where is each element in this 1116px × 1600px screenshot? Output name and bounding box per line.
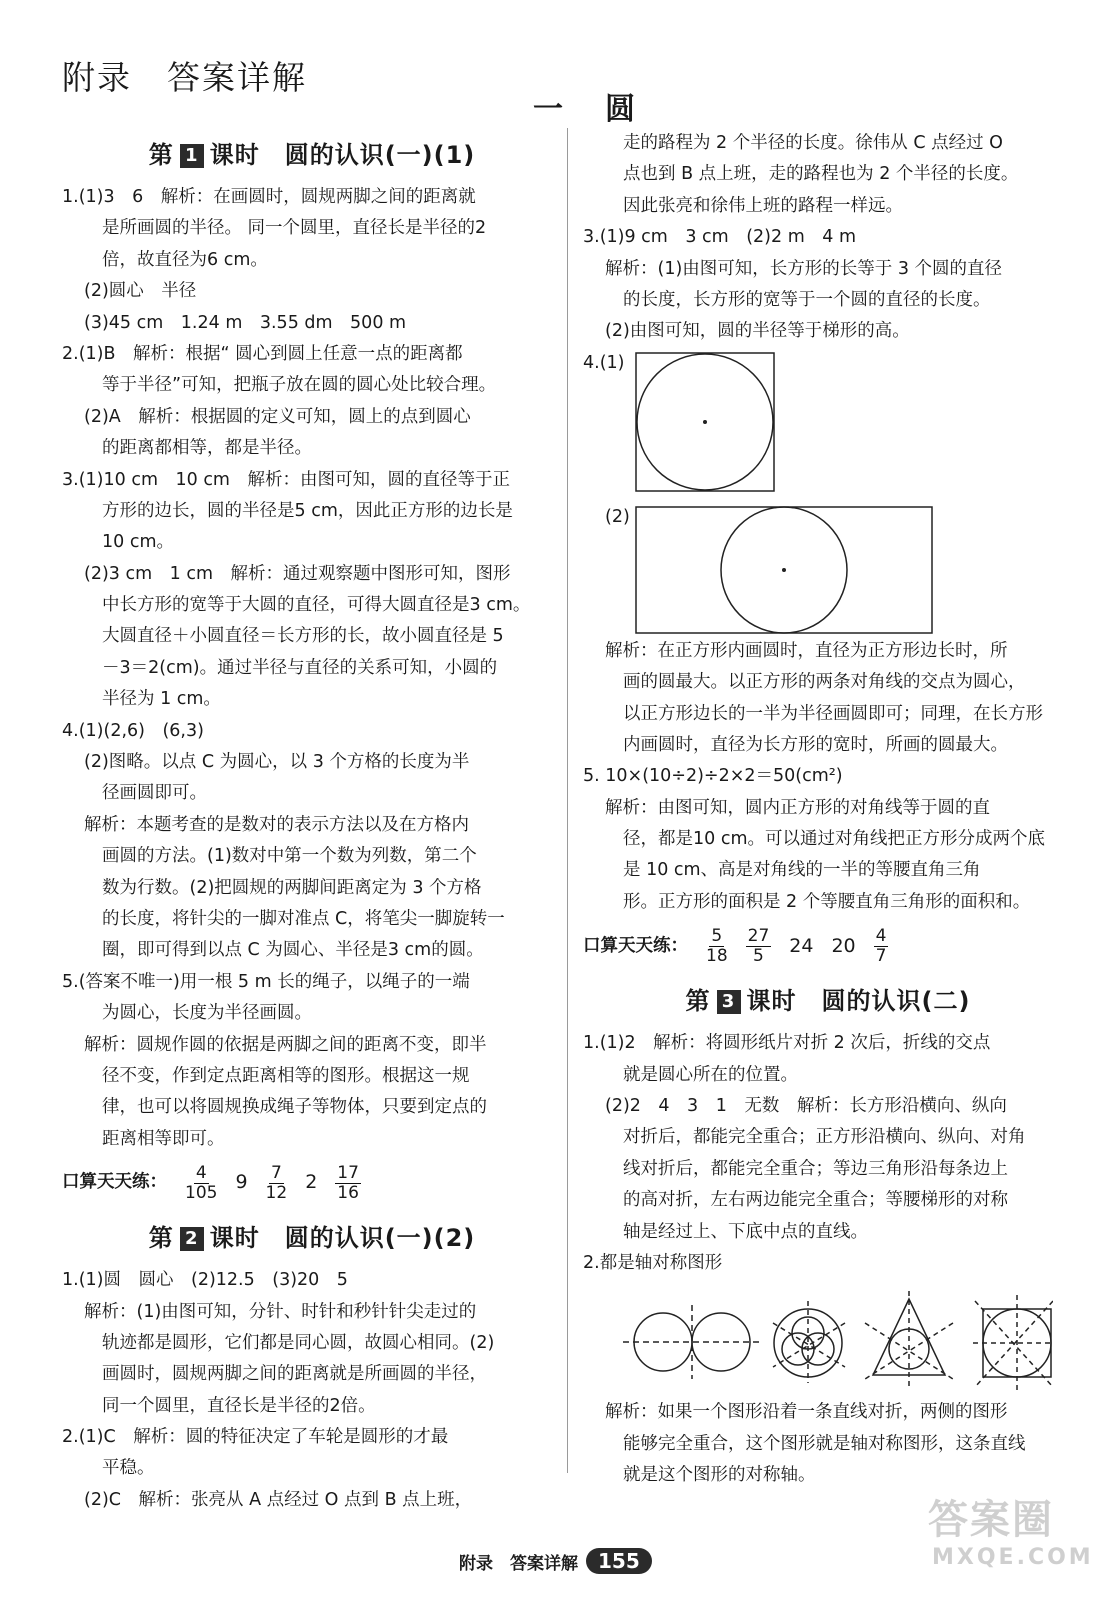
fraction	[746, 927, 772, 966]
answer-line: 距离相等即可。	[102, 1128, 225, 1149]
answer-line: 3.(1)9 cm 3 cm (2)2 m 4 m	[583, 227, 856, 248]
answer-line: 解析：本题考查的是数对的表示方法以及在方格内	[84, 814, 469, 835]
fraction	[874, 927, 889, 966]
answer-line: 是 10 cm、高是对角线的一半的等腰直角三角	[623, 860, 981, 881]
answer-line: (2)由图可知，圆的半径等于梯形的高。	[605, 321, 910, 342]
oral-label: 口算天天练：	[62, 1172, 167, 1193]
fraction	[266, 1164, 288, 1203]
lesson-prefix: 第	[685, 987, 711, 1016]
lesson-title-2	[62, 1211, 562, 1265]
answer-line: 解析：如果一个图形沿着一条直线对折，两侧的图形	[605, 1402, 1008, 1423]
watermark	[928, 1488, 1108, 1588]
left-column	[62, 128, 562, 1516]
answer-line: 解析：(1)由图可知，分针、时针和秒针针尖走过的	[84, 1301, 477, 1322]
answer-line: 2.(1)C 解析：圆的特征决定了车轮是圆形的才最	[62, 1427, 449, 1448]
answer-line: 律，也可以将圆规换成绳子等物体，只要到定点的	[102, 1097, 487, 1118]
answer-line: (2)圆心 半径	[84, 281, 197, 302]
denominator: 18	[706, 945, 728, 966]
answer-line: 走的路程为 2 个半径的长度。徐伟从 C 点经过 O	[623, 133, 1003, 153]
answer-line: (2)C 解析：张亮从 A 点经过 O 点到 B 点上班，	[84, 1489, 473, 1510]
answer-line: 内画圆时，直径为长方形的宽时，所画的圆最大。	[623, 734, 1008, 755]
lesson-name: 课时 圆的认识(一)(1)	[209, 141, 476, 169]
answer-line: 对折后，都能完全重合；正方形沿横向、纵向、对角	[623, 1127, 1026, 1148]
lesson-name: 课时 圆的认识(二)	[746, 987, 971, 1016]
three-circles-figure	[773, 1301, 845, 1383]
answer-line: 能够完全重合，这个图形就是轴对称图形，这条直线	[623, 1433, 1026, 1454]
lesson-name: 课时 圆的认识(一)(2)	[209, 1224, 476, 1253]
oral-value: 24	[789, 934, 814, 957]
answer-line: 的距离都相等，都是半径。	[102, 438, 312, 459]
footer-label: 附录 答案详解	[459, 1553, 578, 1574]
answer-line: 1.(1)2 解析：将圆形纸片对折 2 次后，折线的交点	[583, 1033, 991, 1054]
answer-line: 画圆时，圆规两脚之间的距离就是所画圆的半径，	[102, 1364, 487, 1385]
right-column	[583, 128, 1073, 1492]
answer-line: 点也到 B 点上班，走的路程也为 2 个半径的长度。	[623, 164, 1019, 185]
answer-line: 的长度，将针尖的一脚对准点 C，将笔尖一脚旋转一	[102, 908, 505, 929]
oral-value: 2	[305, 1171, 318, 1194]
answer-line: －3＝2(cm)。通过半径与直径的关系可知，小圆的	[102, 657, 498, 678]
answer-line: 方形的边长，圆的半径是5 cm，因此正方形的边长是	[102, 500, 513, 521]
answer-line: 大圆直径＋小圆直径＝长方形的长，故小圆直径是 5	[102, 626, 504, 647]
answer-line: 就是这个图形的对称轴。	[623, 1465, 816, 1486]
answer-line: 就是圆心所在的位置。	[623, 1064, 798, 1085]
numerator: 7	[270, 1162, 282, 1183]
denominator: 12	[265, 1182, 288, 1203]
answer-line: 数为行数。(2)把圆规的两脚间距离定为 3 个方格	[102, 877, 482, 898]
answer-line: 解析：由图可知，圆内正方形的对角线等于圆的直	[605, 797, 990, 818]
answer-line: 圈，即可得到以点 C 为圆心、半径是3 cm的圆。	[102, 940, 484, 961]
answer-line: (2)2 4 3 1 无数 解析：长方形沿横向、纵向	[605, 1096, 1007, 1117]
square-circle-figure	[973, 1295, 1053, 1391]
answer-line: 的高对折，左右两边能完全重合；等腰梯形的对称	[623, 1190, 1008, 1211]
answer-line: 解析：圆规作圆的依据是两脚之间的距离不变，即半	[84, 1034, 487, 1055]
answer-line: 同一个圆里，直径长是半径的2倍。	[102, 1395, 376, 1416]
answer-line: 倍，故直径为6 cm。	[102, 249, 268, 270]
answer-line: 解析：在正方形内画圆时，直径为正方形边长时，所	[605, 640, 1008, 661]
answer-line: 2.都是轴对称图形	[583, 1252, 723, 1273]
column-divider	[567, 128, 568, 1473]
q4-part1	[583, 348, 1073, 498]
answer-line: 3.(1)10 cm 10 cm 解析：由图可知，圆的直径等于正	[62, 469, 510, 490]
fraction	[335, 1164, 361, 1203]
numerator: 4	[875, 925, 887, 946]
center-dot	[782, 568, 786, 572]
answer-line: 形。正方形的面积是 2 个等腰直角三角形的面积和。	[623, 891, 1031, 912]
lesson-title-3	[583, 974, 1073, 1028]
center-dot	[703, 420, 707, 424]
lesson-prefix: 第	[148, 141, 174, 169]
fraction	[185, 1164, 217, 1203]
q4-part2	[583, 502, 1073, 636]
denominator: 5	[753, 945, 764, 966]
answer-line: 2.(1)B 解析：根据“ 圆心到圆上任意一点的距离都	[62, 343, 463, 364]
fraction	[706, 927, 728, 966]
answer-line: 画圆的方法。(1)数对中第一个数为列数，第二个	[102, 846, 477, 867]
answer-line: 为圆心，长度为半径画圆。	[102, 1003, 312, 1024]
q4-label: 4.(1)	[583, 352, 625, 373]
answer-line: (2)A 解析：根据圆的定义可知，圆上的点到圆心	[84, 406, 471, 427]
numerator: 4	[195, 1162, 207, 1183]
lesson-number: 1	[180, 144, 204, 168]
page-footer	[459, 1548, 652, 1574]
two-circles-figure	[623, 1305, 761, 1379]
answer-line: 画的圆最大。以正方形的两条对角线的交点为圆心，	[623, 672, 1026, 693]
lesson-title-1	[62, 128, 562, 182]
numerator: 17	[337, 1162, 359, 1183]
symmetry-figures	[583, 1287, 1053, 1397]
answer-line: 的长度，长方形的宽等于一个圆的直径的长度。	[623, 289, 991, 310]
answer-line: 等于半径”可知，把瓶子放在圆的圆心处比较合理。	[102, 375, 497, 396]
answer-line: 轨迹都是圆形，它们都是同心圆，故圆心相同。(2)	[102, 1332, 495, 1353]
answer-line: 径画圆即可。	[102, 783, 207, 804]
answer-line: 5. 10×(10÷2)÷2×2＝50(cm²)	[583, 766, 843, 787]
answer-line: 1.(1)圆 圆心 (2)12.5 (3)20 5	[62, 1270, 348, 1291]
oral-value: 9	[235, 1171, 248, 1194]
answer-line: 因此张亮和徐伟上班的路程一样远。	[623, 195, 903, 216]
page-number: 155	[586, 1548, 652, 1574]
q4-label: (2)	[605, 506, 630, 527]
answer-line: 10 cm。	[102, 532, 174, 553]
square-with-circle-figure	[635, 352, 777, 494]
rectangle-with-circle-figure	[635, 506, 935, 636]
numerator: 5	[711, 925, 723, 946]
denominator: 105	[185, 1182, 218, 1203]
axis-line	[975, 1301, 1053, 1387]
answer-line: 以正方形边长的一半为半径画圆即可；同理，在长方形	[623, 703, 1043, 724]
answer-line: 是所画圆的半径。 同一个圆里，直径长是半径的2	[102, 218, 487, 239]
page-header: 附录 答案详解	[62, 58, 307, 97]
answer-line: 径，都是10 cm。可以通过对角线把正方形分成两个底	[623, 829, 1045, 850]
lesson-number: 2	[180, 1227, 204, 1251]
answer-line: 半径为 1 cm。	[102, 689, 221, 710]
circle-right	[692, 1313, 750, 1371]
oral-practice-2	[583, 918, 1073, 974]
answer-line: 4.(1)(2,6) (6,3)	[62, 720, 204, 741]
lesson-number: 3	[717, 990, 741, 1014]
answer-line: (3)45 cm 1.24 m 3.55 dm 500 m	[84, 312, 407, 333]
answer-line: 中长方形的宽等于大圆的直径，可得大圆直径是3 cm。	[102, 595, 531, 616]
oral-label: 口算天天练：	[583, 935, 688, 956]
answer-line: 轴是经过上、下底中点的直线。	[623, 1221, 868, 1242]
answer-line: 解析：(1)由图可知，长方形的长等于 3 个圆的直径	[605, 258, 1003, 279]
triangle-circle-figure	[865, 1291, 953, 1387]
answer-line: 径不变，作到定点距离相等的图形。根据这一规	[102, 1065, 470, 1086]
watermark-logo: 答案圈	[928, 1497, 1054, 1543]
answer-line: (2)图略。以点 C 为圆心，以 3 个方格的长度为半	[84, 752, 470, 773]
denominator: 7	[875, 945, 887, 966]
denominator: 16	[337, 1182, 359, 1203]
answer-line: 1.(1)3 6 解析：在画圆时，圆规两脚之间的距离就	[62, 187, 476, 207]
oral-practice-1	[62, 1155, 562, 1211]
watermark-url: MXQE.COM	[932, 1545, 1094, 1570]
answer-line: 平稳。	[102, 1458, 155, 1479]
answer-line: 5.(答案不唯一)用一根 5 m 长的绳子，以绳子的一端	[62, 971, 470, 992]
answer-line: (2)3 cm 1 cm 解析：通过观察题中图形可知，图形	[84, 563, 511, 584]
chapter-title: 一 圆	[533, 92, 641, 127]
answer-line: 线对折后，都能完全重合；等边三角形沿每条边上	[623, 1158, 1008, 1179]
numerator: 27	[747, 925, 770, 946]
lesson-prefix: 第	[148, 1224, 174, 1253]
oral-value: 20	[831, 934, 856, 957]
